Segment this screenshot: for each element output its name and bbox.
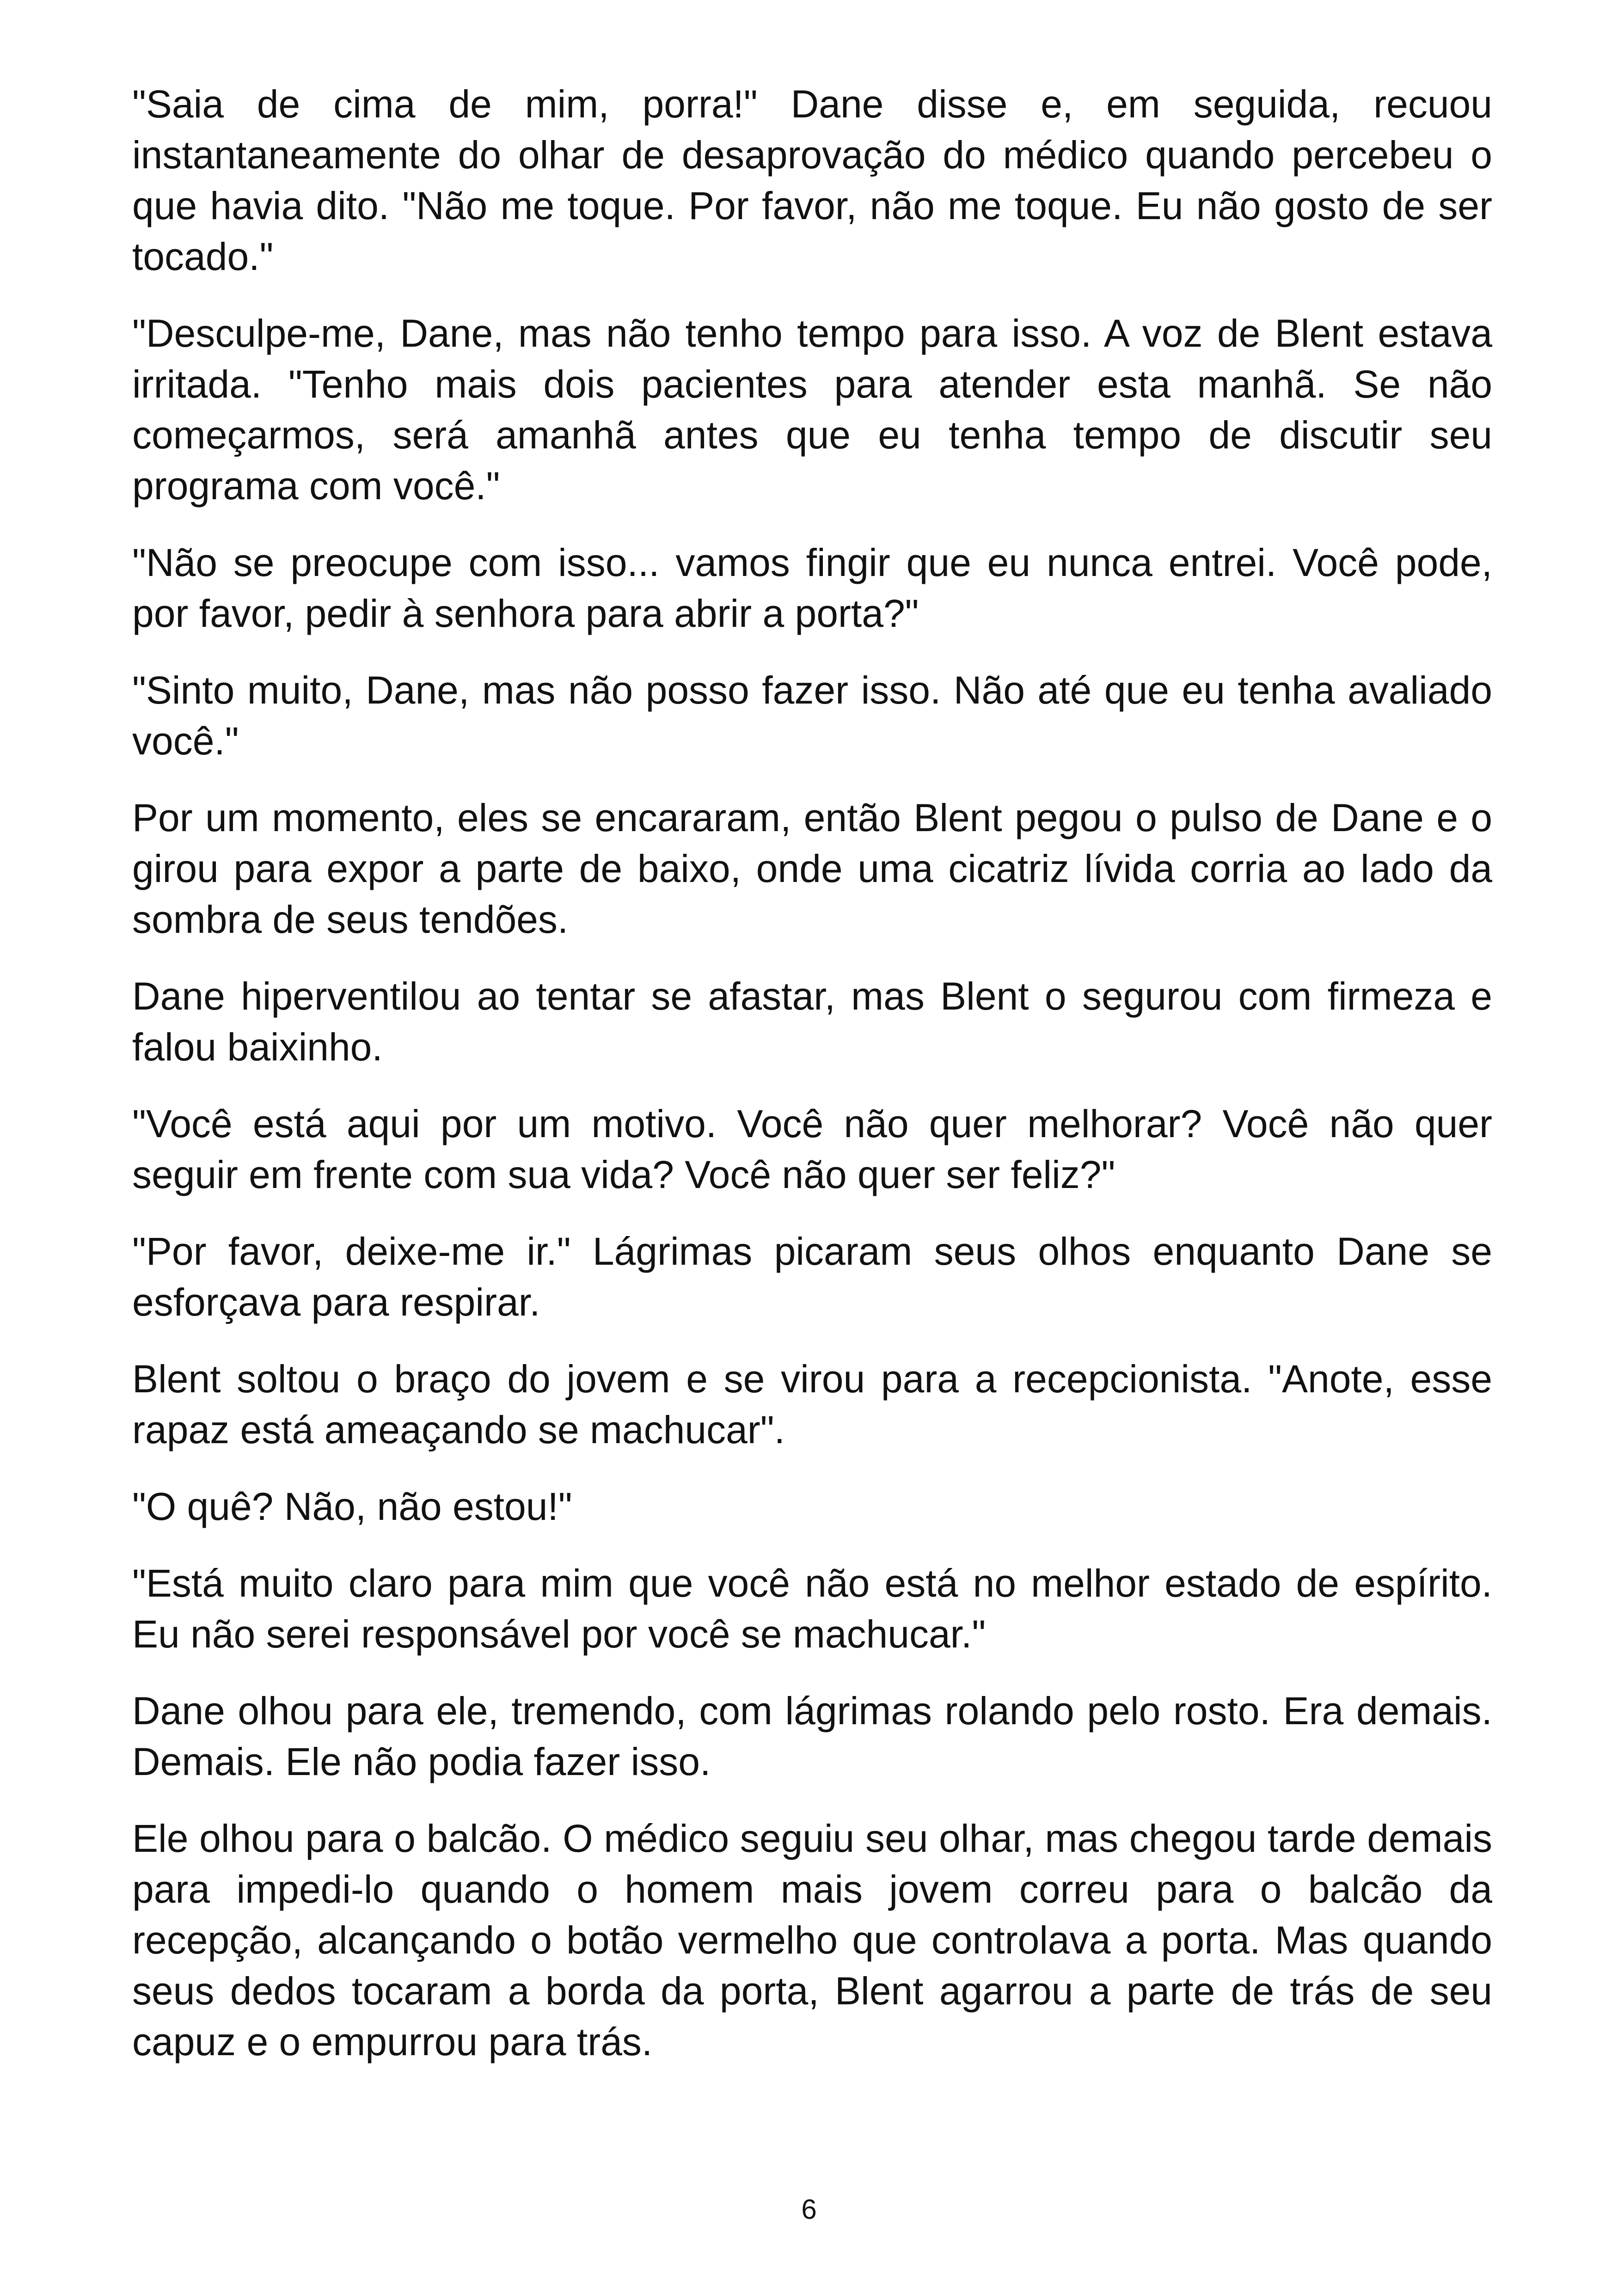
paragraph: Dane olhou para ele, tremendo, com lágrimas rolando pelo rosto. Era demais. Demais. Ele não podia fazer isso. [132, 1689, 1492, 1783]
paragraph: "Não se preocupe com isso... vamos fingir que eu nunca entrei. Você pode, por favor, pedir à senhora para abrir a porta?" [132, 541, 1492, 635]
paragraph: "Está muito claro para mim que você não está no melhor estado de espírito. Eu não serei responsável por você se machucar." [132, 1561, 1492, 1656]
paragraph: "O quê? Não, não estou!" [132, 1485, 572, 1528]
page-number: 6 [801, 2194, 817, 2225]
paragraph: Ele olhou para o balcão. O médico seguiu seu olhar, mas chegou tarde demais para impedi-lo quando o homem mais jovem correu para o balcão da recepção, alcançando o botão vermelho que controlava a porta. Mas quando seus dedos tocaram a borda da porta, Blent agarrou a parte de trás de seu capuz e o empurrou para trás. [132, 1817, 1492, 2063]
paragraph: "Sinto muito, Dane, mas não posso fazer isso. Não até que eu tenha avaliado você." [132, 668, 1492, 763]
body-text [132, 79, 1492, 2067]
paragraph: Blent soltou o braço do jovem e se virou para a recepcionista. "Anote, esse rapaz está ameaçando se machucar". [132, 1357, 1492, 1451]
paragraph: Dane hiperventilou ao tentar se afastar, mas Blent o segurou com firmeza e falou baixinho. [132, 974, 1492, 1069]
paragraph: "Você está aqui por um motivo. Você não quer melhorar? Você não quer seguir em frente com sua vida? Você não quer ser feliz?" [132, 1102, 1492, 1196]
paragraph: "Desculpe-me, Dane, mas não tenho tempo para isso. A voz de Blent estava irritada. "Tenho mais dois pacientes para atender esta manhã. Se não começarmos, será amanhã antes que eu tenha tempo de discutir seu programa com você." [132, 312, 1492, 508]
paragraph: "Por favor, deixe-me ir." Lágrimas picaram seus olhos enquanto Dane se esforçava para respirar. [132, 1230, 1492, 1324]
paragraph: Por um momento, eles se encararam, então Blent pegou o pulso de Dane e o girou para expor a parte de baixo, onde uma cicatriz lívida corria ao lado da sombra de seus tendões. [132, 796, 1492, 941]
paragraph: "Saia de cima de mim, porra!" Dane disse e, em seguida, recuou instantaneamente do olhar de desaprovação do médico quando percebeu o que havia dito. "Não me toque. Por favor, não me toque. Eu não gosto de ser tocado." [132, 82, 1492, 278]
